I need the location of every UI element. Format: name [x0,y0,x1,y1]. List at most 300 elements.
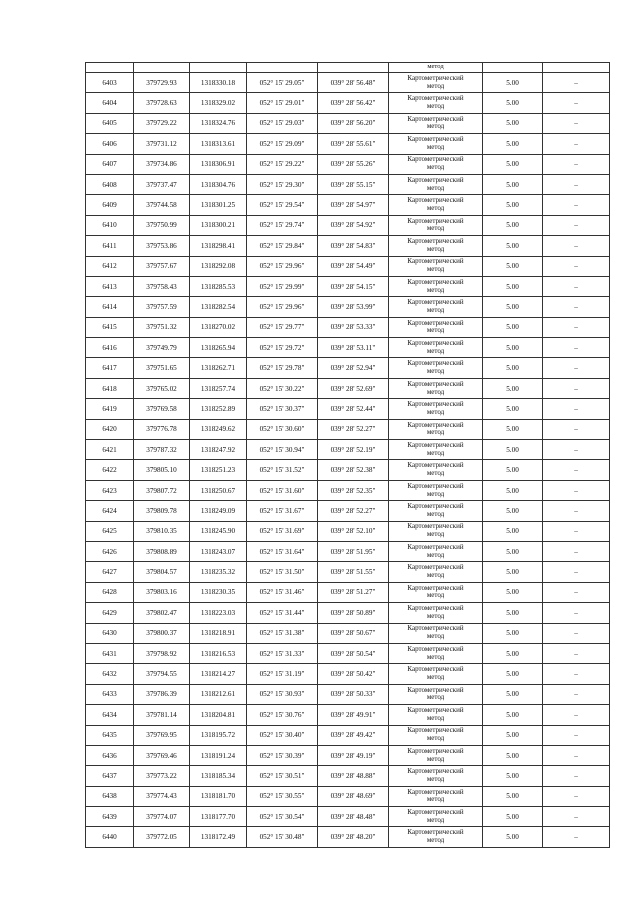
longitude-cell: 039° 28' 49.42" [318,725,389,745]
latitude-cell: 052° 15' 31.60" [247,480,318,500]
method-cell [389,501,483,521]
table-row [86,643,610,663]
method-label-line: Картометрический [407,216,464,225]
table-row [86,73,610,93]
x-coordinate-cell: 379749.79 [134,338,190,358]
latitude-cell: 052° 15' 31.67" [247,501,318,521]
accuracy-cell: 5.00 [483,338,543,358]
y-coordinate-cell: 1318212.61 [190,684,247,704]
y-coordinate-cell: 1318191.24 [190,745,247,765]
method-label-line: метод [426,673,445,682]
method-cell [389,480,483,500]
method-label-line: метод [426,428,445,437]
note-cell: – [543,440,610,460]
latitude-cell: 052° 15' 31.50" [247,562,318,582]
continued-row [86,63,610,73]
accuracy-cell: 5.00 [483,603,543,623]
latitude-cell: 052° 15' 30.48" [247,827,318,847]
table-row [86,113,610,133]
point-number-cell: 6419 [86,399,134,419]
method-cell [389,93,483,113]
longitude-cell: 039° 28' 49.19" [318,745,389,765]
y-coordinate-cell: 1318249.09 [190,501,247,521]
method-label-line: Картометрический [407,196,464,205]
method-label-line: Картометрический [407,400,464,409]
y-coordinate-cell: 1318282.54 [190,297,247,317]
method-cell [389,745,483,765]
method-label-line: Картометрический [407,746,464,755]
point-number-cell: 6425 [86,521,134,541]
longitude-cell: 039° 28' 52.38" [318,460,389,480]
y-coordinate-cell: 1318329.02 [190,93,247,113]
point-number-cell: 6406 [86,134,134,154]
x-coordinate-cell: 379765.02 [134,378,190,398]
y-coordinate-cell: 1318245.90 [190,521,247,541]
method-label-line: Картометрический [407,787,464,796]
point-number-cell: 6440 [86,827,134,847]
x-coordinate-cell: 379808.89 [134,541,190,561]
note-cell: – [543,745,610,765]
table-row [86,562,610,582]
latitude-cell: 052° 15' 31.44" [247,603,318,623]
method-label-line: метод [426,122,445,131]
accuracy-cell: 5.00 [483,134,543,154]
accuracy-cell: 5.00 [483,786,543,806]
method-label-line: Картометрический [407,135,464,144]
point-number-cell: 6415 [86,317,134,337]
y-coordinate-cell: 1318223.03 [190,603,247,623]
point-number-cell: 6411 [86,236,134,256]
point-number-cell: 6403 [86,73,134,93]
accuracy-cell: 5.00 [483,378,543,398]
method-label-line: метод [426,571,445,580]
method-label-line: Картометрический [407,461,464,470]
note-cell: – [543,541,610,561]
y-coordinate-cell: 1318230.35 [190,582,247,602]
latitude-cell: 052° 15' 29.78" [247,358,318,378]
table-row [86,195,610,215]
latitude-cell: 052° 15' 31.69" [247,521,318,541]
point-number-cell: 6437 [86,766,134,786]
table-row [86,501,610,521]
method-cell [389,297,483,317]
latitude-cell: 052° 15' 30.22" [247,378,318,398]
method-label-line: метод [426,204,445,213]
latitude-cell: 052° 15' 29.96" [247,297,318,317]
note-cell: – [543,623,610,643]
cell-empty [134,63,190,73]
table-row [86,460,610,480]
method-cell [389,623,483,643]
longitude-cell: 039° 28' 56.20" [318,113,389,133]
method-cell [389,215,483,235]
y-coordinate-cell: 1318218.91 [190,623,247,643]
point-number-cell: 6407 [86,154,134,174]
accuracy-cell: 5.00 [483,93,543,113]
latitude-cell: 052° 15' 29.22" [247,154,318,174]
method-label-line: Картометрический [407,807,464,816]
point-number-cell: 6405 [86,113,134,133]
note-cell: – [543,501,610,521]
longitude-cell: 039° 28' 48.69" [318,786,389,806]
accuracy-cell: 5.00 [483,174,543,194]
longitude-cell: 039° 28' 50.54" [318,643,389,663]
accuracy-cell: 5.00 [483,317,543,337]
accuracy-cell: 5.00 [483,154,543,174]
note-cell: – [543,643,610,663]
method-label-line: Картометрический [407,481,464,490]
x-coordinate-cell: 379737.47 [134,174,190,194]
accuracy-cell: 5.00 [483,195,543,215]
point-number-cell: 6436 [86,745,134,765]
point-number-cell: 6423 [86,480,134,500]
method-label-line: метод [426,652,445,661]
method-label-line: метод [426,367,445,376]
method-label-line: метод [426,836,445,845]
note-cell: – [543,807,610,827]
table-row [86,766,610,786]
x-coordinate-cell: 379802.47 [134,603,190,623]
accuracy-cell: 5.00 [483,440,543,460]
cell-empty [318,63,389,73]
latitude-cell: 052° 15' 29.72" [247,338,318,358]
latitude-cell: 052° 15' 31.19" [247,664,318,684]
cell-empty [190,63,247,73]
method-label-line: метод [426,285,445,294]
method-cell [389,338,483,358]
accuracy-cell: 5.00 [483,664,543,684]
latitude-cell: 052° 15' 29.74" [247,215,318,235]
note-cell: – [543,297,610,317]
method-label-line: метод [426,305,445,314]
table-row [86,236,610,256]
method-cell [389,521,483,541]
x-coordinate-cell: 379774.07 [134,807,190,827]
method-label-line: Картометрический [407,665,464,674]
method-cell [389,541,483,561]
longitude-cell: 039° 28' 50.89" [318,603,389,623]
method-cell [389,705,483,725]
latitude-cell: 052° 15' 30.51" [247,766,318,786]
accuracy-cell: 5.00 [483,256,543,276]
longitude-cell: 039° 28' 55.61" [318,134,389,154]
method-label-line: Картометрический [407,114,464,123]
note-cell: – [543,684,610,704]
accuracy-cell: 5.00 [483,827,543,847]
method-label-line: Картометрический [407,542,464,551]
longitude-cell: 039° 28' 52.10" [318,521,389,541]
method-cell [389,643,483,663]
note-cell: – [543,317,610,337]
note-cell: – [543,766,610,786]
method-cell [389,174,483,194]
x-coordinate-cell: 379769.58 [134,399,190,419]
method-label-line: метод [426,754,445,763]
method-label-line: метод [426,489,445,498]
method-cell [389,562,483,582]
method-label-line: Картометрический [407,563,464,572]
longitude-cell: 039° 28' 52.19" [318,440,389,460]
table-row [86,603,610,623]
point-number-cell: 6427 [86,562,134,582]
longitude-cell: 039° 28' 54.15" [318,276,389,296]
accuracy-cell: 5.00 [483,725,543,745]
longitude-cell: 039° 28' 55.26" [318,154,389,174]
point-number-cell: 6408 [86,174,134,194]
note-cell: – [543,521,610,541]
method-label-line: метод [426,550,445,559]
method-label-line: метод [426,81,445,90]
point-number-cell: 6438 [86,786,134,806]
y-coordinate-cell: 1318250.67 [190,480,247,500]
method-label-line: метод [426,102,445,111]
table-row [86,378,610,398]
x-coordinate-cell: 379750.99 [134,215,190,235]
table-row [86,174,610,194]
point-number-cell: 6412 [86,256,134,276]
method-label-line: метод [426,774,445,783]
accuracy-cell: 5.00 [483,745,543,765]
longitude-cell: 039° 28' 54.83" [318,236,389,256]
longitude-cell: 039° 28' 55.15" [318,174,389,194]
method-label-line: метод [426,183,445,192]
x-coordinate-cell: 379804.57 [134,562,190,582]
method-cell [389,827,483,847]
latitude-cell: 052° 15' 29.77" [247,317,318,337]
y-coordinate-cell: 1318306.91 [190,154,247,174]
table-row [86,134,610,154]
note-cell: – [543,378,610,398]
cell-empty [247,63,318,73]
x-coordinate-cell: 379757.59 [134,297,190,317]
x-coordinate-cell: 379751.65 [134,358,190,378]
method-cell [389,236,483,256]
method-cell [389,684,483,704]
x-coordinate-cell: 379751.32 [134,317,190,337]
accuracy-cell: 5.00 [483,460,543,480]
y-coordinate-cell: 1318324.76 [190,113,247,133]
accuracy-cell: 5.00 [483,562,543,582]
method-label-line: Картометрический [407,155,464,164]
note-cell: – [543,827,610,847]
point-number-cell: 6404 [86,93,134,113]
x-coordinate-cell: 379769.46 [134,745,190,765]
accuracy-cell: 5.00 [483,236,543,256]
point-number-cell: 6424 [86,501,134,521]
table-row [86,480,610,500]
longitude-cell: 039° 28' 48.48" [318,807,389,827]
accuracy-cell: 5.00 [483,766,543,786]
point-number-cell: 6422 [86,460,134,480]
method-label-line: метод [426,693,445,702]
x-coordinate-cell: 379731.12 [134,134,190,154]
latitude-cell: 052° 15' 31.38" [247,623,318,643]
latitude-cell: 052° 15' 29.99" [247,276,318,296]
method-cell [389,440,483,460]
x-coordinate-cell: 379787.32 [134,440,190,460]
latitude-cell: 052° 15' 29.05" [247,73,318,93]
longitude-cell: 039° 28' 50.42" [318,664,389,684]
y-coordinate-cell: 1318185.34 [190,766,247,786]
method-label-line: Картометрический [407,583,464,592]
longitude-cell: 039° 28' 51.27" [318,582,389,602]
note-cell: – [543,705,610,725]
method-label-line: метод [426,795,445,804]
method-cell-tail: метод [389,63,483,73]
latitude-cell: 052° 15' 30.93" [247,684,318,704]
latitude-cell: 052° 15' 29.84" [247,236,318,256]
x-coordinate-cell: 379800.37 [134,623,190,643]
accuracy-cell: 5.00 [483,419,543,439]
method-label-line: Картометрический [407,318,464,327]
latitude-cell: 052° 15' 31.33" [247,643,318,663]
x-coordinate-cell: 379807.72 [134,480,190,500]
x-coordinate-cell: 379774.43 [134,786,190,806]
note-cell: – [543,480,610,500]
accuracy-cell: 5.00 [483,684,543,704]
latitude-cell: 052° 15' 29.54" [247,195,318,215]
accuracy-cell: 5.00 [483,541,543,561]
method-label-line: метод [426,509,445,518]
latitude-cell: 052° 15' 29.96" [247,256,318,276]
latitude-cell: 052° 15' 30.37" [247,399,318,419]
method-label-line: метод [426,734,445,743]
table-row [86,256,610,276]
accuracy-cell: 5.00 [483,807,543,827]
y-coordinate-cell: 1318251.23 [190,460,247,480]
y-coordinate-cell: 1318195.72 [190,725,247,745]
method-label-line: Картометрический [407,440,464,449]
accuracy-cell: 5.00 [483,582,543,602]
method-label-line: Картометрический [407,298,464,307]
cell-empty [483,63,543,73]
method-label-line: Картометрический [407,726,464,735]
latitude-cell: 052° 15' 30.54" [247,807,318,827]
note-cell: – [543,195,610,215]
y-coordinate-cell: 1318247.92 [190,440,247,460]
point-number-cell: 6413 [86,276,134,296]
method-cell [389,582,483,602]
method-label-line: метод [426,387,445,396]
longitude-cell: 039° 28' 52.69" [318,378,389,398]
latitude-cell: 052° 15' 29.09" [247,134,318,154]
cell-empty [543,63,610,73]
method-label-line: метод [426,224,445,233]
method-cell [389,73,483,93]
accuracy-cell: 5.00 [483,643,543,663]
point-number-cell: 6417 [86,358,134,378]
method-cell [389,154,483,174]
latitude-cell: 052° 15' 30.55" [247,786,318,806]
method-label-line: метод [426,713,445,722]
longitude-cell: 039° 28' 56.42" [318,93,389,113]
longitude-cell: 039° 28' 52.44" [318,399,389,419]
x-coordinate-cell: 379803.16 [134,582,190,602]
longitude-cell: 039° 28' 51.55" [318,562,389,582]
method-label-line: метод [426,611,445,620]
table-row [86,827,610,847]
longitude-cell: 039° 28' 48.20" [318,827,389,847]
table-row [86,582,610,602]
method-label-line: метод [426,530,445,539]
y-coordinate-cell: 1318214.27 [190,664,247,684]
latitude-cell: 052° 15' 30.39" [247,745,318,765]
table-row [86,705,610,725]
point-number-cell: 6431 [86,643,134,663]
method-label-line: метод [426,265,445,274]
table-row [86,664,610,684]
method-label-line: Картометрический [407,706,464,714]
method-cell [389,399,483,419]
point-number-cell: 6416 [86,338,134,358]
note-cell: – [543,236,610,256]
table-row [86,93,610,113]
y-coordinate-cell: 1318265.94 [190,338,247,358]
coordinates-table [85,62,610,848]
method-cell [389,256,483,276]
latitude-cell: 052° 15' 29.01" [247,93,318,113]
table-row [86,541,610,561]
table-row [86,623,610,643]
method-label-line: Картометрический [407,767,464,776]
latitude-cell: 052° 15' 30.40" [247,725,318,745]
note-cell: – [543,256,610,276]
table-row [86,215,610,235]
method-cell [389,460,483,480]
latitude-cell: 052° 15' 31.52" [247,460,318,480]
longitude-cell: 039° 28' 53.33" [318,317,389,337]
table-row [86,419,610,439]
x-coordinate-cell: 379758.43 [134,276,190,296]
method-label-line: Картометрический [407,73,464,82]
point-number-cell: 6409 [86,195,134,215]
table-row [86,725,610,745]
note-cell: – [543,664,610,684]
note-cell: – [543,460,610,480]
y-coordinate-cell: 1318304.76 [190,174,247,194]
longitude-cell: 039° 28' 53.11" [318,338,389,358]
accuracy-cell: 5.00 [483,276,543,296]
method-cell [389,317,483,337]
y-coordinate-cell: 1318292.08 [190,256,247,276]
method-label-line: метод [426,244,445,253]
note-cell: – [543,113,610,133]
method-label-line: метод [426,448,445,457]
x-coordinate-cell: 379744.58 [134,195,190,215]
method-label-line: Картометрический [407,277,464,286]
method-label-line: Картометрический [407,175,464,184]
method-label-line: Картометрический [407,257,464,266]
method-label-line: Картометрический [407,379,464,388]
longitude-cell: 039° 28' 51.95" [318,541,389,561]
x-coordinate-cell: 379798.92 [134,643,190,663]
y-coordinate-cell: 1318181.70 [190,786,247,806]
x-coordinate-cell: 379794.55 [134,664,190,684]
table-row [86,440,610,460]
longitude-cell: 039° 28' 48.88" [318,766,389,786]
cell-empty [86,63,134,73]
method-label-line: метод [426,632,445,641]
note-cell: – [543,582,610,602]
y-coordinate-cell: 1318235.32 [190,562,247,582]
longitude-cell: 039° 28' 50.33" [318,684,389,704]
note-cell: – [543,786,610,806]
method-cell [389,603,483,623]
method-cell [389,786,483,806]
point-number-cell: 6426 [86,541,134,561]
method-label-line: метод [426,407,445,416]
accuracy-cell: 5.00 [483,623,543,643]
